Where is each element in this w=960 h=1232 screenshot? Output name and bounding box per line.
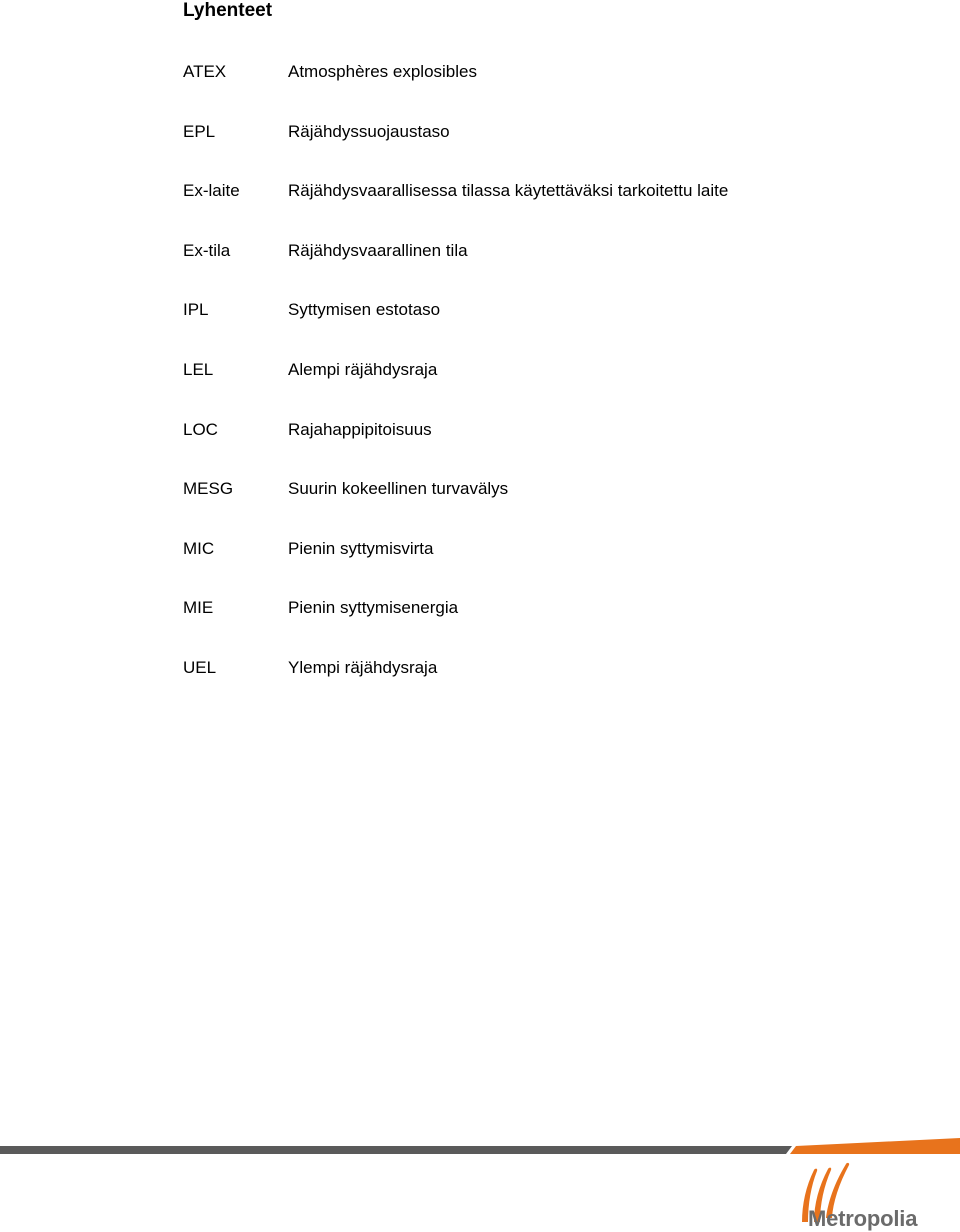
abbreviation-term: EPL (183, 121, 216, 141)
abbreviation-term: MIE (183, 598, 214, 618)
list-item (183, 478, 883, 538)
abbreviation-definition: Syttymisen estotaso (288, 300, 441, 320)
list-item (183, 240, 883, 300)
logo-wordmark: Metropolia (808, 1206, 918, 1231)
abbreviation-term: Ex-laite (183, 181, 240, 201)
metropolia-logo (780, 1156, 930, 1232)
list-item (183, 657, 883, 717)
abbreviation-term: LEL (183, 359, 214, 379)
page-title: Lyhenteet (183, 0, 273, 21)
abbreviation-definition: Räjähdysvaarallisessa tilassa käytettäväksi tarkoitettu laite (288, 181, 729, 201)
list-item (183, 597, 883, 657)
abbreviation-term: MESG (183, 479, 234, 499)
abbreviation-definition: Räjähdyssuojaustaso (288, 121, 450, 141)
abbreviation-definition: Alempi räjähdysraja (288, 359, 438, 379)
abbreviation-definition: Suurin kokeellinen turvavälys (288, 479, 509, 499)
abbreviation-term: Ex-tila (183, 240, 231, 260)
abbreviation-term: ATEX (183, 62, 227, 81)
list-item (183, 538, 883, 598)
abbreviation-definition: Rajahappipitoisuus (288, 419, 432, 439)
list-item (183, 359, 883, 419)
list-item (183, 61, 883, 121)
list-item (183, 121, 883, 181)
abbreviation-term: MIC (183, 538, 215, 558)
abbreviation-term: IPL (183, 300, 209, 320)
list-item (183, 419, 883, 479)
abbreviation-definition: Pienin syttymisenergia (288, 598, 459, 618)
footer-orange-band (790, 1138, 960, 1154)
abbreviation-list (183, 61, 883, 717)
abbreviation-term: UEL (183, 657, 217, 677)
footer-gray-band (0, 1146, 792, 1154)
abbreviation-definition: Räjähdysvaarallinen tila (288, 240, 468, 260)
abbreviation-term: LOC (183, 419, 218, 439)
abbreviation-definition: Pienin syttymisvirta (288, 538, 434, 558)
list-item (183, 180, 883, 240)
abbreviation-definition: Ylempi räjähdysraja (288, 657, 438, 677)
list-item (183, 299, 883, 359)
abbreviation-definition: Atmosphères explosibles (288, 62, 477, 81)
